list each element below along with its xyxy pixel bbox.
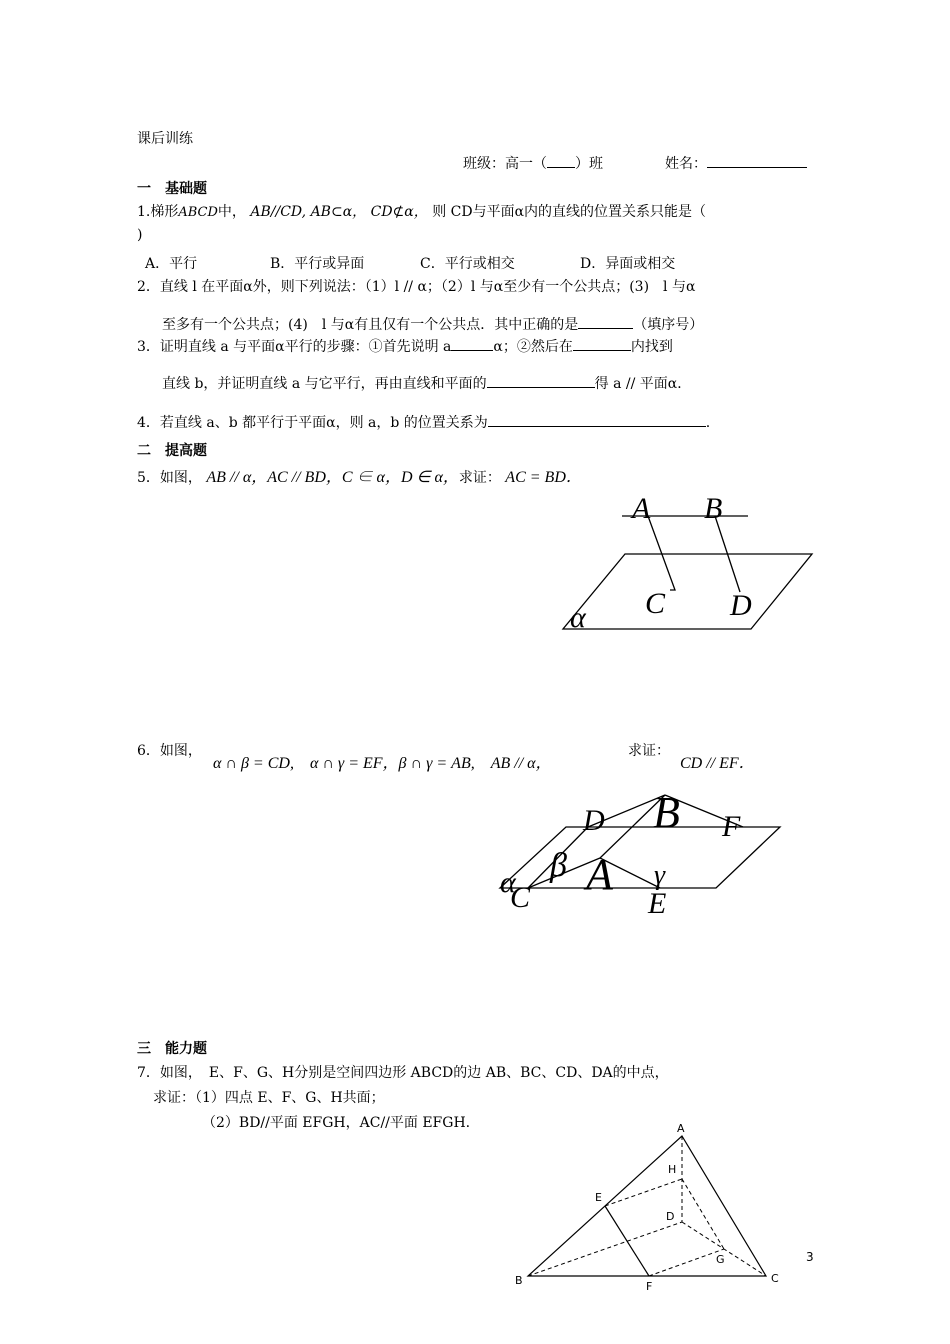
q6-goal: CD // EF． — [680, 755, 755, 772]
q7-label-f: F — [646, 1280, 653, 1293]
q1-mid: 中， — [217, 204, 246, 220]
q5-text: 5．如图， — [137, 470, 202, 486]
section-ability: 三 能力题 — [137, 1041, 207, 1057]
q6-label-e: E — [648, 887, 667, 920]
q5-prove: 求证： — [458, 470, 501, 486]
q1-option-c[interactable]: C．平行或相交 — [420, 256, 515, 272]
q3-text-e: 得 a // 平面α． — [594, 376, 692, 392]
q6-label-a: A — [586, 850, 613, 899]
q2-text: 至多有一个公共点；(4) l 与α有且仅有一个公共点．其中正确的是 — [162, 317, 579, 333]
q6-label-c: C — [510, 881, 531, 914]
worksheet-title: 课后训练 — [137, 131, 193, 147]
q7-line2: 求证：（1）四点 E、F、G、H共面； — [153, 1090, 385, 1106]
q1-cond1: AB//CD, — [250, 204, 307, 220]
q6-label-f: F — [722, 810, 741, 843]
q5-goal: AC = BD． — [505, 469, 582, 486]
q5-label-alpha: α — [570, 601, 586, 634]
q7-line3: （2）BD//平面 EFGH，AC//平面 EFGH. — [202, 1115, 471, 1131]
q7-label-g: G — [716, 1253, 725, 1266]
q1-option-b[interactable]: B．平行或异面 — [270, 256, 365, 272]
q5-label-d: D — [730, 589, 752, 622]
q7-label-b: B — [515, 1274, 523, 1287]
class-suffix: ）班 — [575, 156, 603, 172]
q5-label-a: A — [632, 492, 651, 525]
q1-abcd: ABCD — [178, 205, 218, 220]
q7-label-d: D — [666, 1210, 675, 1223]
q1-tail: 则 CD与平面α内的直线的位置关系只能是（ — [432, 204, 707, 220]
q6-math: α ∩ β = CD, α ∩ γ = EF，β ∩ γ = AB, AB // α， — [213, 755, 552, 772]
q7-label-h: H — [668, 1163, 677, 1176]
q1-cond3: CD⊄α， — [370, 204, 428, 220]
q6-label-b: B — [653, 788, 680, 837]
q7-label-a: A — [677, 1122, 685, 1135]
q2-hint: （填序号） — [633, 317, 704, 333]
q1-option-a[interactable]: A．平行 — [145, 256, 198, 272]
q2-line1: 2．直线 l 在平面α外，则下列说法：（1）l // α；（2）l 与α至少有一个公共点；(3) l 与α — [137, 279, 696, 295]
section-basic: 一 基础题 — [137, 181, 207, 197]
q3-text-d: 直线 b，并证明直线 a 与它平行，再由直线和平面的 — [162, 376, 487, 392]
q6-label-alpha: α — [500, 866, 516, 899]
q1-option-d[interactable]: D．异面或相交 — [580, 256, 676, 272]
q4-text: 4．若直线 a、b 都平行于平面α，则 a，b 的位置关系为 — [137, 415, 488, 431]
section-advanced: 二 提高题 — [137, 443, 207, 459]
q7-line1: 7．如图， E、F、G、H分别是空间四边形 ABCD的边 AB、BC、CD、DA的中点， — [137, 1065, 669, 1081]
q6-prove: 求证： — [628, 743, 670, 759]
q3-text-c: 内找到 — [630, 339, 673, 355]
name-label: 姓名： — [665, 156, 707, 172]
q6-label-beta: β — [550, 847, 567, 884]
q4-end: . — [705, 415, 711, 431]
q1-close: ) — [137, 227, 143, 243]
page-number: 3 — [806, 1250, 814, 1264]
q6-text: 6．如图， — [137, 743, 202, 759]
q1-num: 1.梯形 — [137, 204, 179, 220]
q6-label-d: D — [583, 804, 605, 837]
class-label: 班级：高一（ — [463, 156, 547, 172]
q5-label-b: B — [704, 492, 723, 525]
q1-cond2: AB⊂α， — [310, 204, 367, 220]
q5-label-c: C — [645, 587, 666, 620]
q5-math: AB // α，AC // BD，C ∈ α，D ∈ α， — [206, 469, 459, 486]
q6-label-gamma: γ — [654, 860, 666, 891]
q3-text-b: α；②然后在 — [493, 339, 573, 355]
q7-label-c: C — [771, 1272, 779, 1285]
q7-label-e: E — [595, 1191, 602, 1204]
q3-text-a: 3．证明直线 a 与平面α平行的步骤：①首先说明 a — [137, 339, 452, 355]
